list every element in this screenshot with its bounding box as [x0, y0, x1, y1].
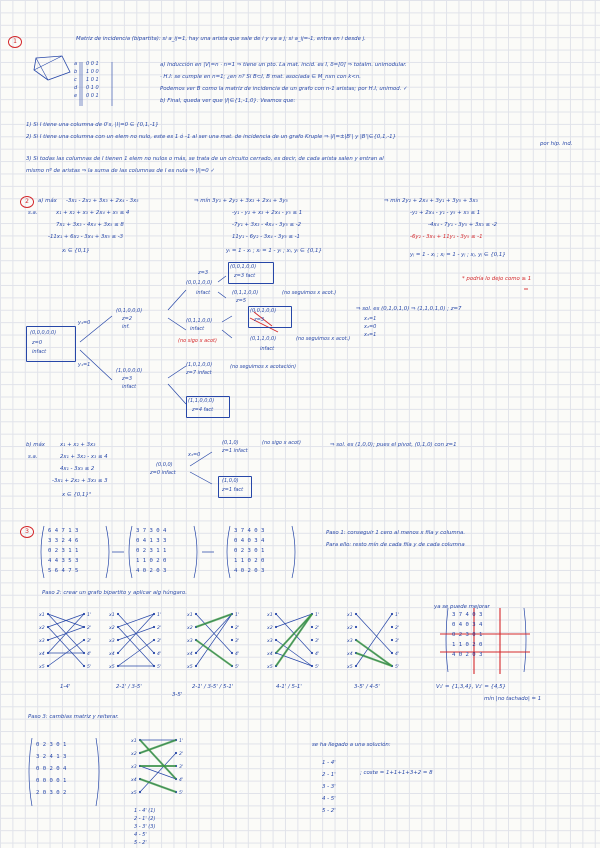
left-node-label: x1: [131, 739, 137, 744]
cap-3: 2-1' / 3-5' / 5-1': [192, 684, 234, 690]
cover-row: 0 2 3 0 1: [452, 632, 483, 638]
right-node-label: 2': [315, 626, 320, 631]
lp1-row: -3x₁ - 2x₂ + 3x₃ + 2x₄ - 3x₅: [66, 198, 139, 204]
n1-inf: inf.: [122, 324, 130, 330]
section-3-number: 3: [20, 526, 34, 538]
section-1-number: 1: [8, 36, 22, 48]
b-sol: ⇒ sol. es (1,0,0); pues el pivot, (0,1,0) con z=1: [330, 442, 457, 448]
lp1-row: x₁ + x₂ + x₃ + 2x₄ + x₅ ≤ 4: [56, 210, 130, 216]
left-node-label: x3: [347, 639, 353, 644]
left-node-label: x2: [39, 626, 45, 631]
graph-label-e: e: [74, 93, 78, 99]
s2-a-label: a) máx: [38, 198, 57, 204]
right-node-label: 1': [179, 739, 184, 744]
n8-vec: (1,1,0,0,0): [188, 398, 215, 404]
matrix-row: 0 0 1: [86, 93, 99, 99]
s1-line-9: mismo nº de aristas ⇒ la suma de las columnas de I es nula ⇒ |I|=0 ✓: [26, 168, 215, 174]
matrix-2-row: 0 4 1 3 3: [136, 538, 167, 544]
matrix-1-row: 3 3 2 4 6: [48, 538, 79, 544]
left-node-label: x5: [187, 665, 193, 670]
n1-vec: (0,1,0,0,0): [116, 308, 143, 314]
branch-y1-1: y₁=1: [78, 362, 91, 368]
left-node-label: x5: [347, 665, 353, 670]
matrix-2-row: 1 1 0 2 0: [136, 558, 167, 564]
paso-2: Paso 2: crear un grafo bipartito y aplicar alg húngaro.: [42, 590, 188, 596]
graph-label-a: a: [74, 61, 78, 67]
right-node-label: 3': [87, 639, 92, 644]
lp3-row: ⇒ mín 2y₂ + 2x₄ + 3y₁ + 3y₅ + 3x₃: [384, 198, 478, 204]
assign-row: 3 - 3': [322, 784, 336, 790]
left-node-label: x1: [347, 613, 353, 618]
section-2-number: 2: [20, 196, 34, 208]
left-node-label: x2: [347, 626, 353, 631]
left-node-label: x4: [131, 778, 137, 783]
left-node-label: x3: [187, 639, 193, 644]
n2-vec: (1,0,0,0,0): [116, 368, 143, 374]
right-node-label: 2': [87, 626, 92, 631]
right-node-label: 3': [157, 639, 162, 644]
left-node-label: x3: [131, 765, 137, 770]
n3-inf: infact: [196, 290, 211, 296]
s2-st: s.a.: [28, 210, 38, 216]
lower-assign: 5 - 2': [134, 840, 147, 846]
right-node-label: 3': [315, 639, 320, 644]
s1-line-6: 1) Si I tiene una columna de 0's, |I|=0 ∈ {0,1,-1}: [26, 122, 159, 128]
matrix-row: 1 0 0: [86, 69, 99, 75]
right-node-label: 4': [87, 652, 92, 657]
graph-label-d: d: [74, 85, 78, 91]
matrix-4-row: 2 0 3 0 2: [36, 790, 67, 796]
root-z: z=0: [32, 340, 42, 346]
cost: ; coste = 1+1+1+3+2 = 8: [360, 770, 433, 776]
sol-x3: x₃=1: [364, 332, 377, 338]
b-n2: (1,0,0): [222, 478, 239, 484]
sol-a: ⇒ sol. es (0,1,0,1,0) ⇒ (1,1,0,1,0) ; z=7: [356, 306, 462, 312]
n5-vec: (0,1,1,0,0): [186, 318, 213, 324]
left-node-label: x3: [39, 639, 45, 644]
right-node-label: 3': [395, 639, 400, 644]
matrix-1-row: 5 6 4 7 5: [48, 568, 79, 574]
cap-1: 1-4': [60, 684, 71, 690]
hint-2: mín |no tachado| = 1: [484, 696, 542, 702]
n7-vec: (1,0,1,0,0): [186, 362, 213, 368]
lp2-row: yᵢ = 1 - xᵢ ; xᵢ = 1 - yᵢ ; xᵢ, yᵢ ∈ {0,1}: [226, 248, 322, 254]
n6-note: (no seguimos x acot.): [296, 336, 351, 342]
branch-y1-0: y₁=0: [78, 320, 91, 326]
right-node-label: 1': [395, 613, 400, 618]
b-n1: (0,1,0): [222, 440, 239, 446]
n6-z: z=3: [254, 317, 264, 323]
matrix-3-row: 3 7 4 0 3: [234, 528, 265, 534]
left-node-label: x4: [187, 652, 193, 657]
cover-row: 0 4 0 3 4: [452, 622, 483, 628]
cap-2: 2-1' / 3-5': [116, 684, 142, 690]
n3b-note: z=3 fact: [234, 273, 256, 279]
right-node-label: 5': [315, 665, 320, 670]
lower-assign: 2 - 1' (2): [134, 816, 156, 822]
left-node-label: x4: [347, 652, 353, 657]
lpb-row: 2x₁ + 3x₂ - x₃ ≤ 4: [60, 454, 108, 460]
n3b-vec: (0,0,1,0,0): [230, 264, 257, 270]
lower-assign: 1 - 4' (1): [134, 808, 156, 814]
assign-title: se ha llegado a una solución:: [312, 742, 391, 748]
matrix-row: 1 0 1: [86, 77, 99, 83]
lpb-row: x ∈ {0,1}³: [62, 492, 91, 498]
lp1-row: xᵢ ∈ {0,1}: [62, 248, 90, 254]
assign-row: 4 - 5': [322, 796, 336, 802]
n3-vec: (0,0,1,0,0): [186, 280, 213, 286]
b-branch: x₃=0: [188, 452, 201, 458]
s1-line-1: Matriz de incidencia (bipartita): si a_ij=1, hay una arista que sale de i y va a j; si a_ij=-1, entra en i desde j.: [76, 36, 366, 42]
right-node-label: 2': [179, 752, 184, 757]
s1-line-3: · H.I: se cumple en n=1; ¿en n? Si B⊂I, B mat. asociada ∈ M_nxn con k<n.: [160, 74, 362, 80]
sol-x1: x₁=1: [364, 316, 377, 322]
left-node-label: x1: [187, 613, 193, 618]
s1-line-7b: por hip. ind.: [540, 141, 573, 147]
right-node-label: 4': [315, 652, 320, 657]
left-node-label: x4: [109, 652, 115, 657]
left-node-label: x5: [267, 665, 273, 670]
lp3-row: -y₂ + 2x₄ - y₁ - y₅ + x₃ ≤ 1: [410, 210, 481, 216]
right-node-label: 5': [395, 665, 400, 670]
right-node-label: 4': [395, 652, 400, 657]
n2-inf: infact: [122, 384, 137, 390]
right-node-label: 2': [235, 626, 240, 631]
b-n1-note: (no sigo x acot): [262, 440, 301, 446]
lp3-row: yⱼ = 1 - xⱼ ; xⱼ = 1 - yⱼ ; xⱼ, yⱼ ∈ {0,1}: [410, 252, 506, 258]
n2-z: z=3: [122, 376, 132, 382]
matrix-1-row: 6 4 7 1 3: [48, 528, 79, 534]
sol-x2: x₂=0: [364, 324, 377, 330]
cap-2b: 3-5': [172, 692, 183, 698]
matrix-3-row: 1 1 0 2 0: [234, 558, 265, 564]
matrix-4-row: 0 0 2 0 4: [36, 766, 67, 772]
root-vec: (0,0,0,0,0): [30, 330, 57, 336]
s1-line-7: 2) Si I tiene una columna con un elem no nulo, este es 1 ó -1 al ser una mat. de incidencia de un grafo Kruple ⇒ |I|=±|B'| y |B'|∈{0,1,-1}: [26, 134, 397, 140]
lower-assign: 4 - 5': [134, 832, 147, 838]
paso-1-b: Para ello: resto mín de cada fila y de cada columna: [326, 542, 465, 548]
n4-z: z=5: [236, 298, 246, 304]
n4-vec: (0,1,1,0,0): [232, 290, 259, 296]
left-node-label: x5: [39, 665, 45, 670]
matrix-4-row: 0 0 0 0 1: [36, 778, 67, 784]
n4-note: (no seguimos x acot.): [282, 290, 337, 296]
right-node-label: 1': [315, 613, 320, 618]
n7-note: (no seguimos x acotación): [230, 364, 297, 370]
matrix-4-row: 3 2 4 1 3: [36, 754, 67, 760]
b-n2-z: z=1 fact: [222, 487, 244, 493]
left-node-label: x3: [267, 639, 273, 644]
n5-red: (no sigo x acot): [178, 338, 217, 344]
paso-3: Paso 3: cambias matriz y reiterar.: [28, 714, 119, 720]
matrix-2-row: 4 0 2 0 3: [136, 568, 167, 574]
matrix-1-row: 0 2 3 1 1: [48, 548, 79, 554]
right-node-label: 4': [179, 778, 184, 783]
lower-assign: 3 - 3' (3): [134, 824, 156, 830]
right-node-label: 1': [235, 613, 240, 618]
n7-z: z=7 infact: [186, 370, 212, 376]
left-node-label: x1: [267, 613, 273, 618]
left-node-label: x1: [39, 613, 45, 618]
left-node-label: x2: [267, 626, 273, 631]
hint: V₁' = {1,3,4}, V₂' = {4,5}: [436, 684, 506, 690]
b-root-z: z=0 infact: [150, 470, 176, 476]
cover-row: 1 1 0 2 0: [452, 642, 483, 648]
lp2-row: ⇒ mín 3y₁ + 2y₂ + 3x₃ + 2x₄ + 3y₅: [194, 198, 288, 204]
cover-row: 4 0 2 0 3: [452, 652, 483, 658]
matrix-3-row: 0 4 0 3 4: [234, 538, 265, 544]
right-node-label: 3': [235, 639, 240, 644]
red-note: * podría lo dejo como ≥ 1: [462, 276, 532, 282]
right-node-label: 5': [157, 665, 162, 670]
lp2-row: 11y₁ - 6y₂ - 3x₄ - 3y₅ ≤ -1: [232, 234, 300, 240]
matrix-3-row: 0 2 3 0 1: [234, 548, 265, 554]
left-node-label: x3: [109, 639, 115, 644]
left-node-label: x2: [131, 752, 137, 757]
s1-line-5: b) Final, queda ver que |I|∈{1,-1,0}. Veamos que:: [160, 98, 296, 104]
lp1-row: 7x₁ + 3x₃ - 4x₄ + 3x₅ ≤ 8: [56, 222, 124, 228]
left-node-label: x1: [109, 613, 115, 618]
matrix-1-row: 4 4 3 5 3: [48, 558, 79, 564]
graph-label-c: c: [74, 77, 77, 83]
left-node-label: x5: [131, 791, 137, 796]
right-node-label: 4': [235, 652, 240, 657]
right-node-label: 2': [395, 626, 400, 631]
s1-line-8: 3) Si todas las columnas de I tienen 1 elem no nulos o más, se trata de un circuito cerrado, es decir, de cada arista salen y entran al: [26, 156, 384, 162]
assign-row: 2 - 1': [322, 772, 336, 778]
matrix-row: 0 1 0: [86, 85, 99, 91]
assign-row: 5 - 2': [322, 808, 336, 814]
lpb-row: x₁ + x₂ + 3x₃: [60, 442, 96, 448]
lp1-row: -11x₁ + 6x₂ - 3x₄ + 3x₅ ≤ -3: [48, 234, 124, 240]
n1-z: z=2: [122, 316, 132, 322]
assign-row: 1 - 4': [322, 760, 336, 766]
lp3-row: -4x₄ - 7y₁ - 3y₅ + 3x₃ ≤ -2: [428, 222, 498, 228]
matrix-2-row: 3 7 3 0 4: [136, 528, 167, 534]
n6-vec: (0,0,1,0,0): [250, 308, 277, 314]
left-node-label: x2: [187, 626, 193, 631]
s1-line-2: a) Inducción en |V|=n · n=1 ⇒ tiene un pto. La mat. incid. es I, δ=[0] ⇒ totalm. unimodular.: [160, 62, 407, 68]
right-node-label: 4': [157, 652, 162, 657]
n8-z: z=4 fact: [192, 407, 214, 413]
left-node-label: x5: [109, 665, 115, 670]
lp2-row: -7y₁ + 3x₃ - 4x₄ - 3y₅ ≤ -2: [232, 222, 302, 228]
left-node-label: x4: [267, 652, 273, 657]
s2-b-label: b) máx: [26, 442, 45, 448]
n3-z: z=3: [198, 270, 208, 276]
lpb-row: -3x₁ + 2x₂ + 3x₃ ≤ 3: [52, 478, 108, 484]
right-node-label: 5': [87, 665, 92, 670]
left-node-label: x2: [109, 626, 115, 631]
matrix-2-row: 0 2 3 1 1: [136, 548, 167, 554]
graph-label-b: b: [74, 69, 78, 75]
lp2-row: -y₁ - y₂ + x₃ + 2x₄ - y₅ ≤ 1: [232, 210, 303, 216]
paso-1-a: Paso 1: conseguir 1 cero al menos x fila y columna.: [326, 530, 466, 536]
lp3-row-red: -6y₂ - 3x₄ + 11y₁ - 3y₅ ≤ -1: [410, 234, 483, 240]
root-inf: infact: [32, 349, 47, 355]
lpb-row: 4x₁ - 3x₃ ≤ 2: [60, 466, 95, 472]
right-node-label: 2': [157, 626, 162, 631]
right-node-label: 1': [87, 613, 92, 618]
right-node-label: 5': [235, 665, 240, 670]
b-root: (0,0,0): [156, 462, 173, 468]
n6-inf: infact: [260, 346, 275, 352]
right-node-label: 3': [179, 765, 184, 770]
matrix-row: 0 0 1: [86, 61, 99, 67]
cap-5: 3-5' / 4-5': [354, 684, 380, 690]
left-node-label: x4: [39, 652, 45, 657]
right-node-label: 1': [157, 613, 162, 618]
b-n1-z: z=1 infact: [222, 448, 248, 454]
n6-inf-vec: (0,1,1,0,0): [250, 336, 277, 342]
s2-b-st: s.a.: [28, 454, 38, 460]
cover-row: 3 7 4 0 3: [452, 612, 483, 618]
matrix-3-row: 4 0 2 0 3: [234, 568, 265, 574]
right-node-label: 5': [179, 791, 184, 796]
n5-inf: infact: [190, 326, 205, 332]
s1-line-4: Podemos ver B como la matriz de incidencia de un grafo con n-1 aristas; por H.I, unimod. ✓: [160, 86, 408, 92]
no-improve: ya se puede mejorar: [434, 604, 490, 610]
matrix-4-row: 0 2 3 0 1: [36, 742, 67, 748]
cap-4: 4-1' / 5-1': [276, 684, 302, 690]
